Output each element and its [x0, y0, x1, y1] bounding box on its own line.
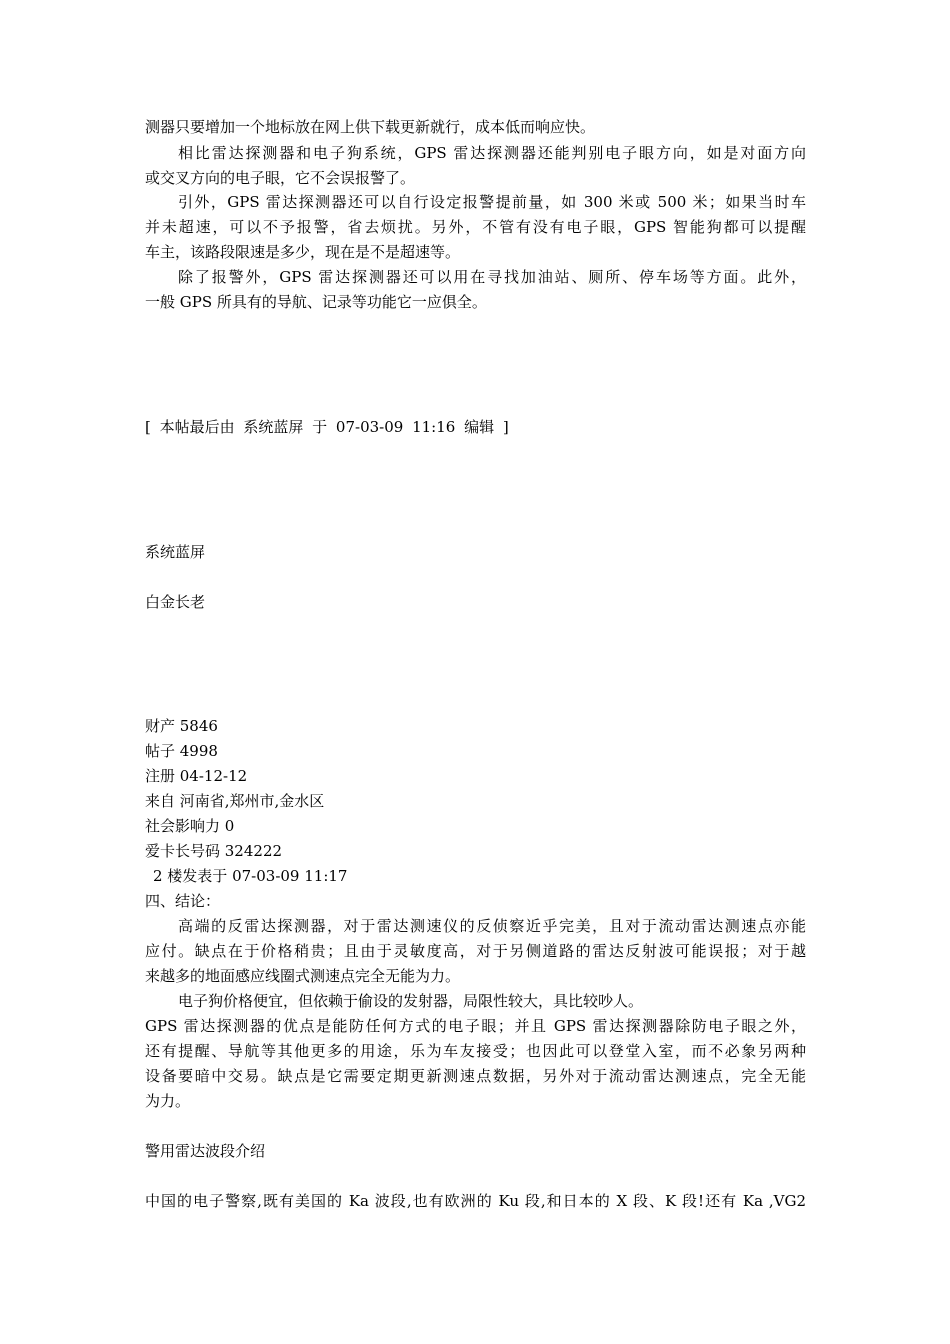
para2-line1: 相比雷达探测器和电子狗系统，GPS 雷达探测器还能判别电子眼方向，如是对面方向	[178, 144, 806, 162]
para1-line1: 测器只要增加一个地标放在网上供下载更新就行，成本低而响应快。	[145, 118, 596, 136]
conclusion-p3-line3: 设备要暗中交易。缺点是它需要定期更新测速点数据，另外对于流动雷达测速点，完全无能	[145, 1067, 806, 1085]
conclusion-p1-line2: 应付。缺点在于价格稍贵；且由于灵敏度高，对于另侧道路的雷达反射波可能误报；对于越	[145, 942, 806, 960]
profile-from: 来自 河南省,郑州市,金水区	[145, 792, 325, 810]
author-name: 系统蓝屏	[145, 543, 206, 561]
conclusion-heading: 四、结论：	[145, 892, 221, 910]
section-line1: 中国的电子警察,既有美国的 Ka 波段,也有欧洲的 Ku 段,和日本的 X 段、K 段!还有 Ka ,VG2	[145, 1192, 806, 1210]
conclusion-p2-line1: 电子狗价格便宜，但依赖于偷设的发射器，局限性较大，具比较吵人。	[178, 992, 644, 1010]
edit-note: [ 本帖最后由 系统蓝屏 于 07-03-09 11:16 编辑 ]	[145, 418, 509, 436]
profile-influence: 社会影响力 0	[145, 817, 235, 835]
profile-registered: 注册 04-12-12	[145, 767, 248, 785]
conclusion-p1-line3: 来越多的地面感应线圈式测速点完全无能为力。	[145, 967, 461, 985]
conclusion-p1-line1: 高端的反雷达探测器，对于雷达测速仪的反侦察近乎完美，且对于流动雷达测速点亦能	[178, 917, 806, 935]
author-rank: 白金长老	[145, 593, 206, 611]
para4-line1: 除了报警外，GPS 雷达探测器还可以用在寻找加油站、厕所、停车场等方面。此外，	[178, 268, 806, 286]
conclusion-p3-line4: 为力。	[145, 1092, 191, 1110]
conclusion-p3-line2: 还有提醒、导航等其他更多的用途，乐为车友接受；也因此可以登堂入室，而不必象另两种	[145, 1042, 806, 1060]
para3-line1: 引外，GPS 雷达探测器还可以自行设定报警提前量，如 300 米或 500 米；如果当时车	[178, 193, 806, 211]
profile-posts: 帖子 4998	[145, 742, 218, 760]
para3-line2: 并未超速，可以不予报警，省去烦扰。另外，不管有没有电子眼，GPS 智能狗都可以提醒	[145, 218, 806, 236]
post-floor: 2 楼发表于 07-03-09 11:17	[153, 867, 348, 885]
para4-line2: 一般 GPS 所具有的导航、记录等功能它一应俱全。	[145, 293, 487, 311]
para3-line3: 车主，该路段限速是多少，现在是不是超速等。	[145, 243, 461, 261]
profile-card-id: 爱卡长号码 324222	[145, 842, 283, 860]
conclusion-p3-line1: GPS 雷达探测器的优点是能防任何方式的电子眼；并且 GPS 雷达探测器除防电子眼之外，	[145, 1017, 806, 1035]
para2-line2: 或交叉方向的电子眼，它不会误报警了。	[145, 169, 416, 187]
profile-wealth: 财产 5846	[145, 717, 218, 735]
section-title: 警用雷达波段介绍	[145, 1142, 266, 1160]
